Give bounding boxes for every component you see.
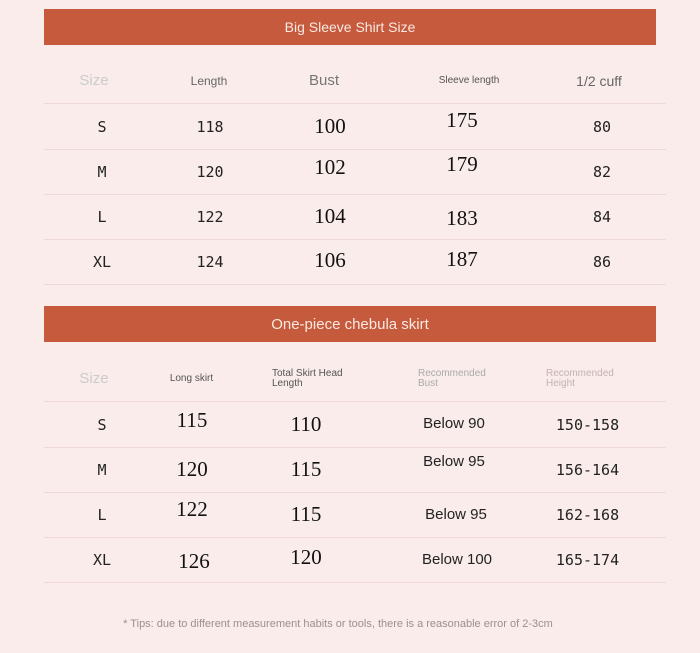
header-bust: Bust (308, 72, 339, 89)
header-recommended-height: Recommended Height (546, 367, 614, 389)
cuff-cell: 80 (592, 117, 612, 136)
size-cell: XL (92, 550, 112, 569)
sleeve-cell: 187 (446, 247, 478, 271)
recommended-bust-cell: Below 100 (421, 551, 493, 568)
size-cell: M (97, 162, 107, 181)
skirt-head-cell: 110 (290, 412, 322, 436)
long-skirt-cell: 122 (176, 497, 208, 521)
sleeve-cell: 183 (446, 206, 478, 230)
cuff-cell: 84 (592, 207, 612, 226)
bust-cell: 100 (314, 114, 346, 138)
table-row (44, 402, 666, 448)
header-size: Size (79, 369, 109, 387)
long-skirt-cell: 120 (176, 457, 208, 481)
recommended-height-cell: 165-174 (555, 550, 620, 569)
size-cell: XL (92, 252, 112, 271)
header-length: Length (190, 73, 228, 88)
length-cell: 118 (196, 117, 224, 136)
size-cell: L (97, 505, 107, 524)
header-half-cuff: 1/2 cuff (576, 72, 622, 89)
table-row (44, 447, 666, 493)
size-cell: S (97, 415, 107, 434)
recommended-height-cell: 150-158 (555, 415, 620, 434)
recommended-bust-cell: Below 90 (423, 415, 485, 432)
table-row (44, 492, 666, 538)
sleeve-cell: 175 (446, 108, 478, 132)
table-header-row (44, 356, 666, 402)
size-cell: S (97, 117, 107, 136)
cuff-cell: 86 (592, 252, 612, 271)
skirt-head-cell: 115 (290, 457, 322, 481)
skirt-size-banner (44, 306, 656, 342)
table-row (44, 149, 666, 195)
header-recommended-bust: Recommended Bust (418, 367, 486, 389)
length-cell: 122 (196, 207, 224, 226)
skirt-size-title: One-piece chebula skirt (271, 315, 429, 333)
bust-cell: 106 (314, 248, 346, 272)
table-row (44, 537, 666, 583)
length-cell: 124 (196, 252, 224, 271)
recommended-bust-cell: Below 95 (423, 453, 485, 470)
size-cell: L (97, 207, 107, 226)
header-sleeve-length: Sleeve length (438, 75, 500, 86)
long-skirt-cell: 126 (178, 549, 210, 573)
bust-cell: 104 (314, 204, 346, 228)
measurement-tip: * Tips: due to different measurement habits or tools, there is a reasonable error of 2-3cm (123, 618, 553, 630)
recommended-height-cell: 156-164 (555, 460, 620, 479)
skirt-head-cell: 120 (290, 545, 322, 569)
header-total-skirt-head-length: Total Skirt Head Length (272, 367, 343, 389)
recommended-height-cell: 162-168 (555, 505, 620, 524)
header-long-skirt: Long skirt (169, 372, 214, 384)
size-cell: M (97, 460, 107, 479)
table-row (44, 194, 666, 240)
sleeve-cell: 179 (446, 152, 478, 176)
table-row (44, 104, 666, 150)
cuff-cell: 82 (592, 162, 612, 181)
long-skirt-cell: 115 (176, 408, 208, 432)
recommended-bust-cell: Below 95 (425, 506, 487, 523)
bust-cell: 102 (314, 155, 346, 179)
length-cell: 120 (196, 162, 224, 181)
shirt-size-title: Big Sleeve Shirt Size (284, 19, 416, 35)
shirt-size-banner (44, 9, 656, 45)
skirt-head-cell: 115 (290, 502, 322, 526)
table-header-row (44, 58, 666, 104)
header-size: Size (79, 72, 109, 89)
table-row (44, 239, 666, 285)
